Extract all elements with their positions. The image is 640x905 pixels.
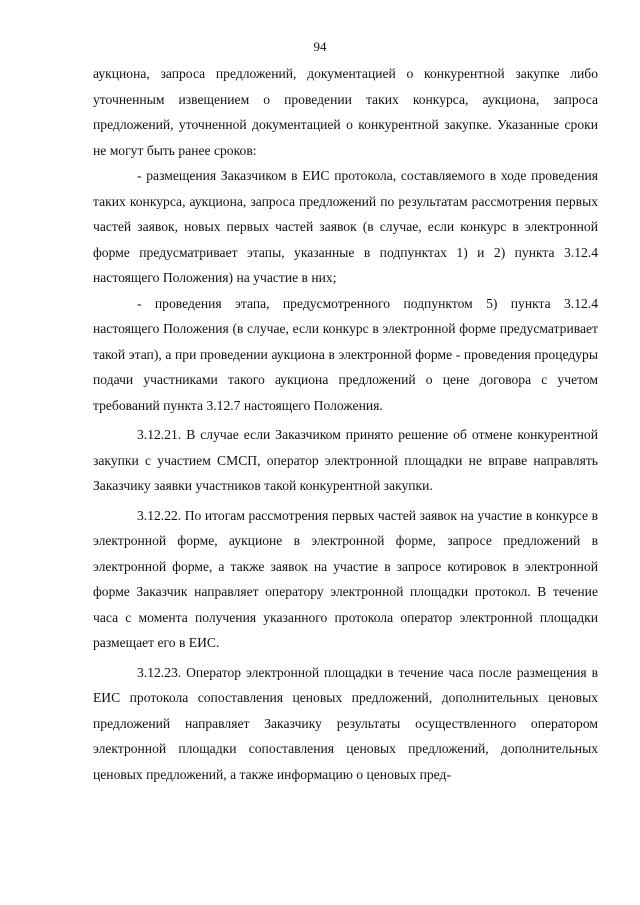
page-number: 94 xyxy=(313,39,327,54)
list-item-publication-deadline: - размещения Заказчиком в ЕИС протокола, составляемого в ходе проведения таких конкурса, аукциона, запроса предложений по результатам рассмотрения первых частей заявок, новых первых частей заявок (в случае, если конкурс в электронной форме предусматривает этапы, указанные в подпунктах 1) и 2) пункта 3.12.4 настоящего Положения) на участие в них; xyxy=(93,168,598,285)
list-item-stage-deadline: - проведения этапа, предусмотренного подпунктом 5) пункта 3.12.4 настоящего Положения (в случае, если конкурс в электронной форме предусматривает такой этап), а при проведении аукциона в электронной форме - проведения процедуры подачи участниками такого аукциона предложений о цене договора с учетом требований пункта 3.12.7 настоящего Положения. xyxy=(93,295,598,413)
paragraph-intro: аукциона, запроса предложений, документацией о конкурентной закупке либо уточненным извещением о проведении таких конкурса, аукциона, запроса предложений, уточненной документацией о конкурентной закупке. Указанные сроки не могут быть ранее сроков: xyxy=(93,66,598,158)
document-body xyxy=(93,61,598,787)
clause-3-12-23: 3.12.23. Оператор электронной площадки в течение часа после размещения в ЕИС протокола сопоставления ценовых предложений, дополнительных ценовых предложений направляет Заказчику результаты осуществленного оператором электронной площадки сопоставления ценовых предложений, дополнительных ценовых предложений, а также информацию о ценовых пред- xyxy=(93,664,598,782)
clause-3-12-22: 3.12.22. По итогам рассмотрения первых частей заявок на участие в конкурсе в электронной форме, аукционе в электронной форме, запросе предложений в электронной форме, а также заявок на участие в запросе котировок в электронной форме Заказчик направляет оператору электронной площадки протокол. В течение часа с момента получения указанного протокола оператор электронной площадки размещает его в ЕИС. xyxy=(93,507,598,650)
clause-3-12-21: 3.12.21. В случае если Заказчиком принято решение об отмене конкурентной закупки с участием СМСП, оператор электронной площадки не вправе направлять Заказчику заявки участников такой конкурентной закупки. xyxy=(93,427,598,493)
